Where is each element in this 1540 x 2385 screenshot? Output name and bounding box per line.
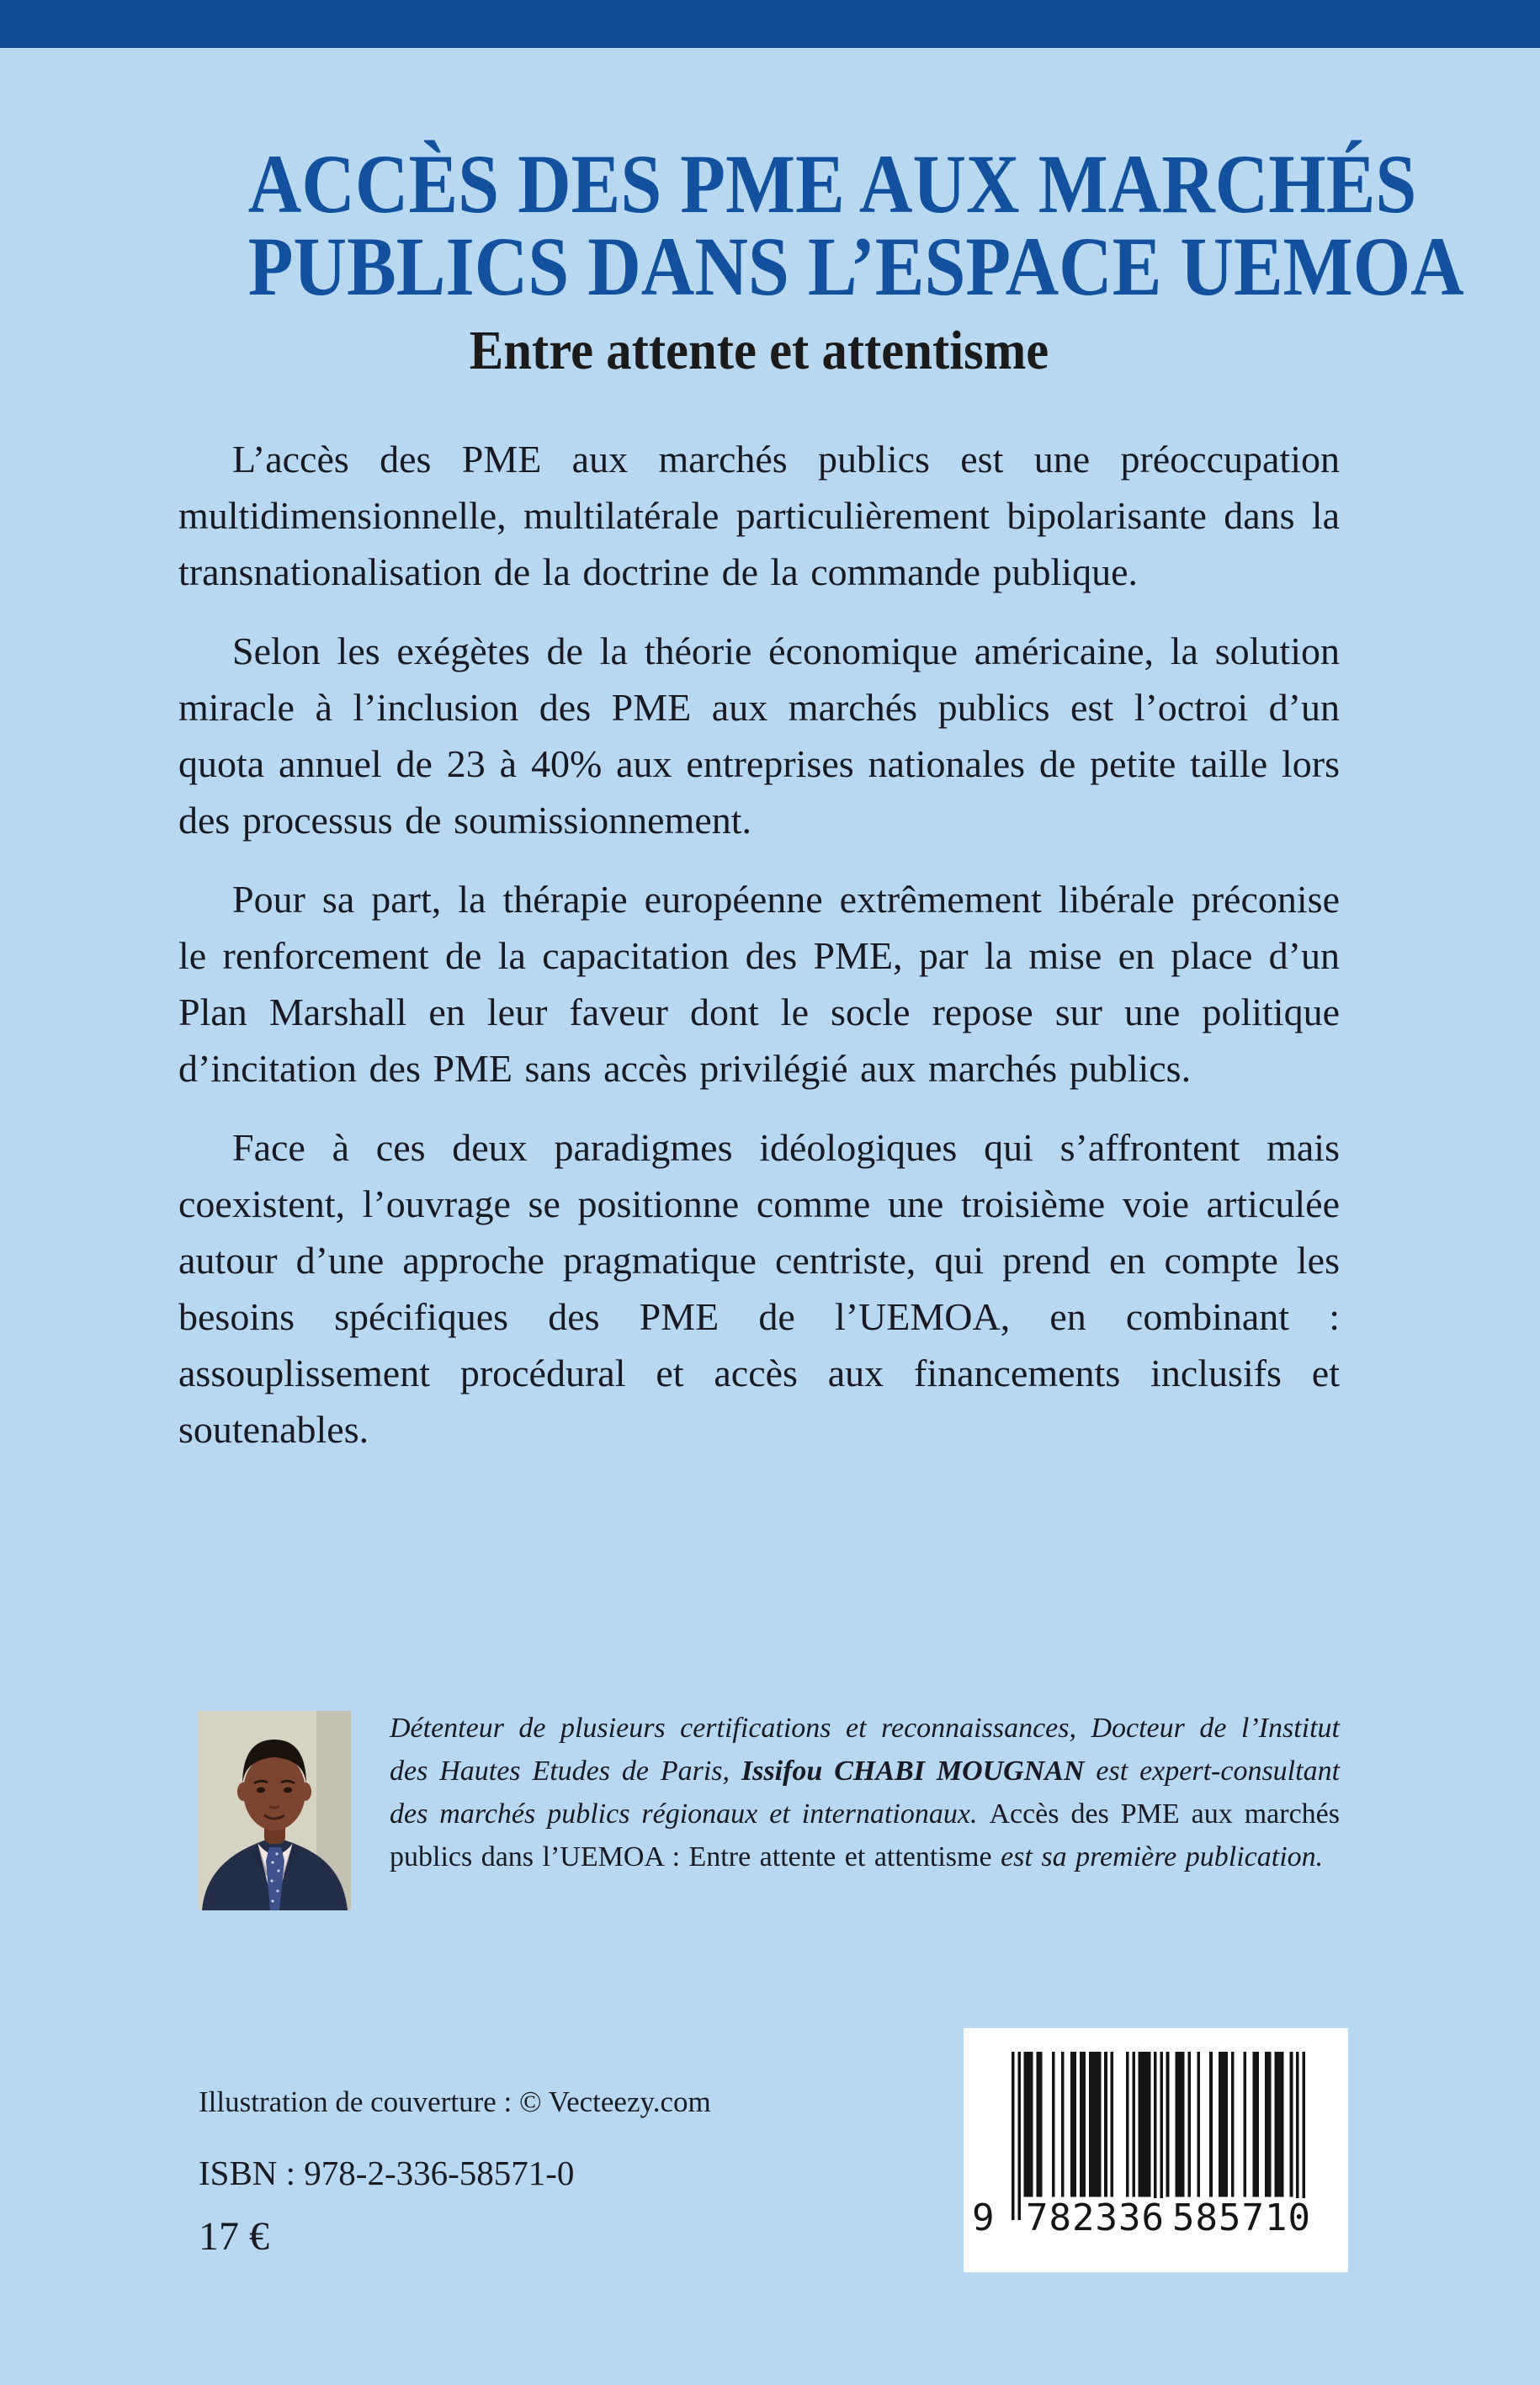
author-name: Issifou CHABI MOUGNAN <box>741 1756 1085 1787</box>
price-text: 17 € <box>199 2214 269 2259</box>
barcode-digits-left: 782336 <box>1026 2196 1165 2239</box>
barcode-bars <box>1012 2052 1305 2220</box>
author-bio-section <box>178 1707 1340 1878</box>
author-portrait-image <box>199 1711 351 1910</box>
top-band <box>0 0 1540 48</box>
synopsis-paragraph-1: L’accès des PME aux marchés publics est une préoccupation multidimensionnelle, multilatérale particulièrement bipolarisante dans la transnationalisation de la doctrine de la commande publique. <box>178 438 1340 593</box>
synopsis-paragraph-3: Pour sa part, la thérapie européenne extrêmement libérale préconise le renforcement de la capacitation des PME, par la mise en place d’un Plan Marshall en leur faveur dont le socle repose sur une politique d’incitation des PME sans accès privilégié aux marchés publics. <box>178 878 1340 1090</box>
barcode-digits-right: 585710 <box>1172 2196 1311 2239</box>
title-block <box>178 137 1464 381</box>
synopsis-paragraph-2: Selon les exégètes de la théorie économique américaine, la solution miracle à l’inclusion des PME aux marchés publics est l’octroi d’un quota annuel de 23 à 40% aux entreprises nationales de petite taille lors des processus de soumissionnement. <box>178 629 1340 842</box>
book-title-line-1: ACCÈS DES PME AUX MARCHÉS <box>247 137 1417 231</box>
book-title-line-2: PUBLICS DANS L’ESPACE UEMOA <box>247 220 1464 313</box>
bio-role: est expert-consultant des marchés publics régionaux et internationaux. <box>390 1756 1341 1830</box>
isbn-text: ISBN : 978-2-336-58571-0 <box>199 2154 575 2192</box>
bio-outro: est sa première publication. <box>991 1841 1324 1872</box>
synopsis <box>178 431 1340 1480</box>
cover-illustration-credit: Illustration de couverture : © Vecteezy.com <box>199 2085 711 2118</box>
synopsis-paragraph-4: Face à ces deux paradigmes idéologiques qui s’affrontent mais coexistent, l’ouvrage se positionne comme une troisième voie articulée autour d’une approche pragmatique centriste, qui prend en compte les besoins spécifiques des PME de l’UEMOA, en combinant : assouplissement procédural et accès aux financements inclusifs et soutenables. <box>178 1126 1340 1451</box>
bio-intro: Détenteur de plusieurs certifications et reconnaissances, Docteur de l’Institut des Hautes Etudes de Paris, <box>390 1713 1340 1787</box>
author-photo <box>199 1711 351 1910</box>
author-bio-text <box>390 1707 1340 1878</box>
barcode <box>964 2028 1348 2272</box>
bio-book-title: Accès des PME aux marchés publics dans l’UEMOA : Entre attente et attentisme <box>390 1798 1340 1872</box>
barcode-digit-first: 9 <box>972 2196 995 2239</box>
book-subtitle: Entre attente et attentisme <box>469 320 1049 381</box>
